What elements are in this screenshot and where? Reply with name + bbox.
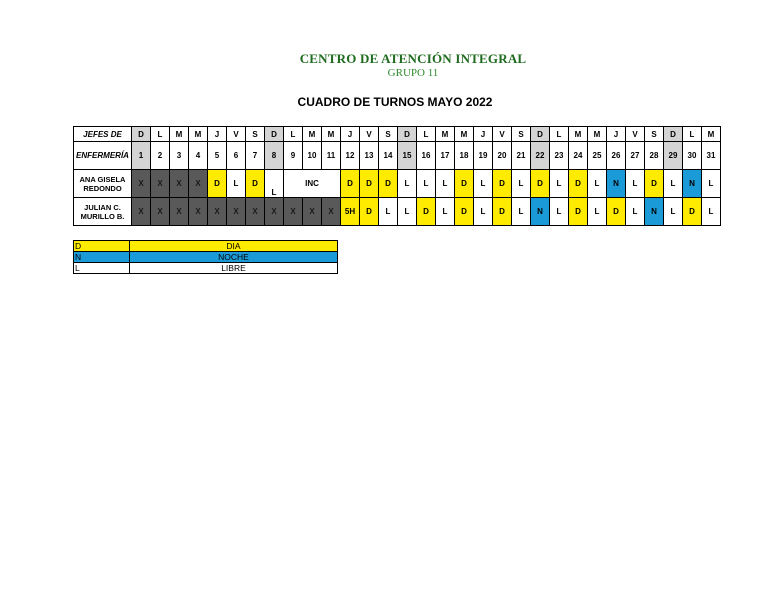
shift-cell: L xyxy=(588,170,607,198)
legend-row xyxy=(74,263,338,274)
row-label-jefes: JEFES DE xyxy=(74,127,132,142)
date-cell: 9 xyxy=(284,142,303,170)
date-cell: 23 xyxy=(550,142,569,170)
shift-cell: N xyxy=(531,198,550,226)
weekday-cell: L xyxy=(151,127,170,142)
shift-cell: X xyxy=(170,198,189,226)
shift-cell: L xyxy=(512,198,531,226)
shift-cell: INC xyxy=(284,170,341,198)
shift-cell: D xyxy=(645,170,664,198)
weekday-cell: M xyxy=(588,127,607,142)
shift-cell: D xyxy=(379,170,398,198)
weekday-row xyxy=(74,127,721,142)
shift-cell: X xyxy=(132,170,151,198)
legend-label: LIBRE xyxy=(130,263,338,274)
weekday-cell: J xyxy=(341,127,360,142)
weekday-cell: M xyxy=(189,127,208,142)
shift-cell: L xyxy=(702,170,721,198)
shift-cell: N xyxy=(683,170,702,198)
date-cell: 29 xyxy=(664,142,683,170)
shift-cell: L xyxy=(436,198,455,226)
date-cell: 11 xyxy=(322,142,341,170)
date-cell: 10 xyxy=(303,142,322,170)
date-cell: 2 xyxy=(151,142,170,170)
date-cell: 8 xyxy=(265,142,284,170)
shift-cell: L xyxy=(379,198,398,226)
shift-cell: L xyxy=(512,170,531,198)
legend-row xyxy=(74,241,338,252)
weekday-cell: M xyxy=(170,127,189,142)
staff-name xyxy=(74,198,132,226)
weekday-cell: S xyxy=(379,127,398,142)
legend-label: NOCHE xyxy=(130,252,338,263)
date-cell: 25 xyxy=(588,142,607,170)
shift-cell: L xyxy=(474,170,493,198)
date-cell: 1 xyxy=(132,142,151,170)
staff-name-line1: JULIAN C. xyxy=(84,202,121,212)
shift-cell: D xyxy=(569,198,588,226)
shift-cell: L xyxy=(398,198,417,226)
shift-cell: X xyxy=(132,198,151,226)
shift-cell: D xyxy=(455,198,474,226)
date-cell: 31 xyxy=(702,142,721,170)
date-cell: 20 xyxy=(493,142,512,170)
legend-code: N xyxy=(74,252,130,263)
staff-name-line2: REDONDO xyxy=(83,183,122,193)
group-subtitle: GRUPO 11 xyxy=(387,67,439,79)
shift-cell: D xyxy=(246,170,265,198)
legend-code: L xyxy=(74,263,130,274)
date-cell: 30 xyxy=(683,142,702,170)
shift-cell: D xyxy=(208,170,227,198)
weekday-cell: L xyxy=(417,127,436,142)
shift-cell: D xyxy=(493,170,512,198)
shift-cell: X xyxy=(322,198,341,226)
organization-title: CENTRO DE ATENCIÓN INTEGRAL xyxy=(299,51,527,66)
shift-cell: L xyxy=(265,170,284,198)
date-cell: 6 xyxy=(227,142,246,170)
weekday-cell: S xyxy=(512,127,531,142)
shift-cell: D xyxy=(531,170,550,198)
shift-cell: L xyxy=(550,198,569,226)
legend-code: D xyxy=(74,241,130,252)
weekday-cell: D xyxy=(132,127,151,142)
shift-cell: 5H xyxy=(341,198,360,226)
staff-row xyxy=(74,170,721,198)
shift-cell: D xyxy=(493,198,512,226)
date-cell: 21 xyxy=(512,142,531,170)
weekday-cell: S xyxy=(246,127,265,142)
weekday-cell: M xyxy=(436,127,455,142)
date-cell: 15 xyxy=(398,142,417,170)
weekday-cell: S xyxy=(645,127,664,142)
date-row xyxy=(74,142,721,170)
date-cell: 22 xyxy=(531,142,550,170)
shift-cell: X xyxy=(265,198,284,226)
date-cell: 12 xyxy=(341,142,360,170)
schedule-title: CUADRO DE TURNOS MAYO 2022 xyxy=(297,95,493,109)
shift-cell: D xyxy=(360,170,379,198)
staff-row xyxy=(74,198,721,226)
weekday-cell: V xyxy=(360,127,379,142)
shift-schedule-table xyxy=(73,126,721,226)
weekday-cell: J xyxy=(607,127,626,142)
weekday-cell: M xyxy=(569,127,588,142)
shift-cell: L xyxy=(702,198,721,226)
date-cell: 7 xyxy=(246,142,265,170)
date-cell: 26 xyxy=(607,142,626,170)
date-cell: 18 xyxy=(455,142,474,170)
shift-cell: L xyxy=(588,198,607,226)
weekday-cell: M xyxy=(303,127,322,142)
shift-cell: L xyxy=(664,198,683,226)
weekday-cell: J xyxy=(474,127,493,142)
shift-cell: X xyxy=(227,198,246,226)
shift-cell: X xyxy=(189,198,208,226)
shift-cell: L xyxy=(398,170,417,198)
weekday-cell: L xyxy=(284,127,303,142)
weekday-cell: M xyxy=(322,127,341,142)
weekday-cell: V xyxy=(227,127,246,142)
date-cell: 5 xyxy=(208,142,227,170)
weekday-cell: J xyxy=(208,127,227,142)
date-cell: 3 xyxy=(170,142,189,170)
shift-cell: D xyxy=(569,170,588,198)
date-cell: 17 xyxy=(436,142,455,170)
date-cell: 27 xyxy=(626,142,645,170)
shift-cell: L xyxy=(474,198,493,226)
shift-cell: D xyxy=(360,198,379,226)
shift-cell: X xyxy=(208,198,227,226)
staff-name xyxy=(74,170,132,198)
weekday-cell: D xyxy=(531,127,550,142)
weekday-cell: D xyxy=(398,127,417,142)
shift-cell: X xyxy=(284,198,303,226)
shift-cell: L xyxy=(626,198,645,226)
date-cell: 19 xyxy=(474,142,493,170)
date-cell: 4 xyxy=(189,142,208,170)
weekday-cell: L xyxy=(550,127,569,142)
shift-cell: L xyxy=(550,170,569,198)
shift-cell: D xyxy=(607,198,626,226)
date-cell: 24 xyxy=(569,142,588,170)
staff-name-line1: ANA GISELA xyxy=(79,174,126,184)
date-cell: 13 xyxy=(360,142,379,170)
weekday-cell: M xyxy=(702,127,721,142)
shift-cell: L xyxy=(436,170,455,198)
shift-cell: D xyxy=(341,170,360,198)
shift-cell: D xyxy=(417,198,436,226)
date-cell: 16 xyxy=(417,142,436,170)
legend-label: DIA xyxy=(130,241,338,252)
shift-cell: L xyxy=(626,170,645,198)
shift-cell: X xyxy=(151,170,170,198)
legend-row xyxy=(74,252,338,263)
date-cell: 14 xyxy=(379,142,398,170)
weekday-cell: L xyxy=(683,127,702,142)
shift-cell: L xyxy=(664,170,683,198)
row-label-enfermeria: ENFERMERÍA xyxy=(74,142,132,170)
shift-cell: X xyxy=(189,170,208,198)
legend-table xyxy=(73,240,338,274)
staff-name-line2: MURILLO B. xyxy=(80,211,125,221)
shift-cell: X xyxy=(246,198,265,226)
weekday-cell: V xyxy=(493,127,512,142)
shift-cell: X xyxy=(151,198,170,226)
shift-cell: L xyxy=(227,170,246,198)
weekday-cell: M xyxy=(455,127,474,142)
weekday-cell: D xyxy=(664,127,683,142)
shift-cell: N xyxy=(607,170,626,198)
weekday-cell: D xyxy=(265,127,284,142)
shift-cell: N xyxy=(645,198,664,226)
date-cell: 28 xyxy=(645,142,664,170)
shift-cell: X xyxy=(170,170,189,198)
shift-cell: X xyxy=(303,198,322,226)
shift-cell: D xyxy=(455,170,474,198)
shift-cell: L xyxy=(417,170,436,198)
shift-cell: D xyxy=(683,198,702,226)
weekday-cell: V xyxy=(626,127,645,142)
